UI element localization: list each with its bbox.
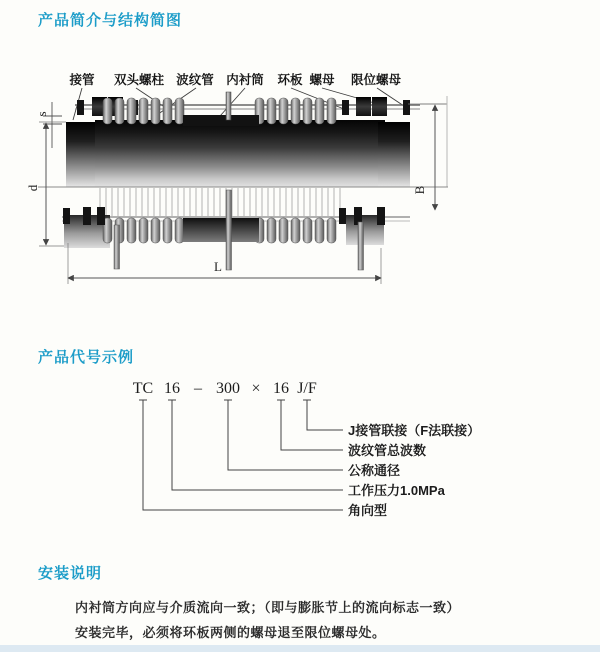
dim-label-s: s bbox=[34, 111, 49, 117]
code-part-type: TC bbox=[132, 380, 154, 397]
dim-label-d: d bbox=[25, 184, 40, 192]
code-part-waves: 16 bbox=[273, 380, 289, 397]
center-stud-top bbox=[226, 92, 231, 120]
part-label-limit-nut: 限位螺母 bbox=[350, 73, 402, 87]
section-title-structure: 产品简介与结构简图 bbox=[38, 12, 183, 29]
section-title-code-example: 产品代号示例 bbox=[38, 349, 135, 366]
convolution-lines-bottom bbox=[100, 188, 340, 216]
callout-labels bbox=[348, 423, 480, 518]
structure-diagram bbox=[0, 60, 600, 315]
part-labels bbox=[68, 72, 401, 87]
installation-note-line2: 安装完毕，必须将环板两侧的螺母退至限位螺母处。 bbox=[75, 625, 386, 640]
part-label-ring-plate: 环板 bbox=[277, 73, 303, 87]
joint-lower-half bbox=[62, 188, 410, 270]
callout-angular-type: 角向型 bbox=[348, 503, 388, 518]
dim-label-B: B bbox=[412, 185, 427, 195]
callout-wave-count: 波纹管总波数 bbox=[348, 443, 427, 458]
part-label-liner: 内衬筒 bbox=[226, 73, 264, 87]
page-footer-strip bbox=[0, 645, 600, 652]
code-part-diameter: 300 bbox=[216, 380, 240, 397]
dimension-d bbox=[25, 122, 66, 246]
product-code-diagram bbox=[0, 373, 600, 548]
section-title-installation: 安装说明 bbox=[38, 565, 103, 582]
part-label-pipe: 接管 bbox=[69, 73, 95, 87]
liner-band bbox=[183, 115, 259, 126]
code-part-times: × bbox=[251, 380, 261, 397]
part-label-stud: 双头螺柱 bbox=[113, 73, 165, 87]
callout-working-pressure: 工作压力1.0MPa bbox=[348, 483, 445, 498]
product-code bbox=[133, 380, 317, 397]
part-label-nut: 螺母 bbox=[309, 73, 335, 87]
part-label-bellows: 波纹管 bbox=[176, 73, 214, 87]
dim-label-L: L bbox=[214, 259, 222, 274]
code-part-dash: – bbox=[194, 380, 202, 397]
dimension-B bbox=[408, 104, 446, 210]
callout-lines bbox=[139, 400, 343, 510]
dimension-s bbox=[34, 102, 62, 148]
installation-note-line1: 内衬筒方向应与介质流向一致；（即与膨胀节上的流向标志一致） bbox=[75, 600, 461, 615]
code-part-connection: J/F bbox=[297, 380, 317, 397]
code-part-pressure: 16 bbox=[164, 380, 180, 397]
callout-connection: J接管联接（F法联接） bbox=[348, 423, 481, 438]
callout-nominal-diameter: 公称通径 bbox=[348, 463, 401, 478]
